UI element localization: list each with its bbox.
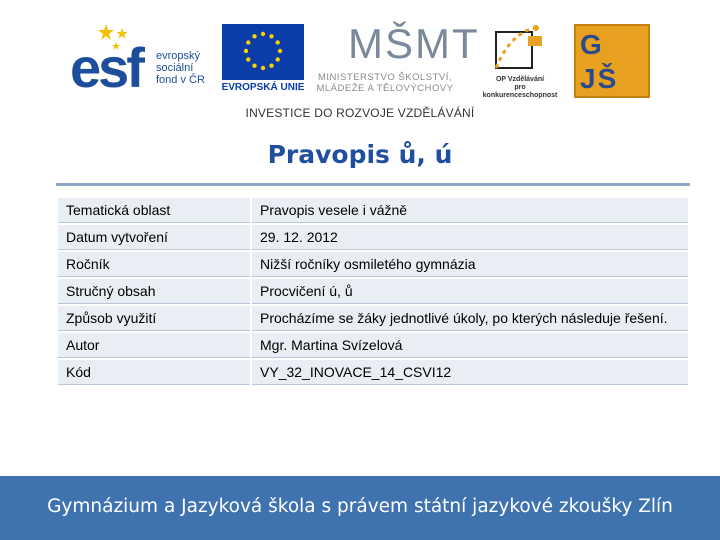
- op-vk-line2: pro konkurenceschopnost: [482, 84, 558, 99]
- msmt-line2: MLÁDEŽE A TĚLOVÝCHOVY: [316, 83, 454, 94]
- row-key: Tematická oblast: [57, 197, 251, 224]
- row-value: Pravopis vesele i vážně: [251, 197, 689, 224]
- row-value: 29. 12. 2012: [251, 224, 689, 251]
- esf-logo: [70, 22, 220, 104]
- school-line2: JŠ: [580, 63, 619, 94]
- table-row: [57, 251, 689, 278]
- row-value: Nižší ročníky osmiletého gymnázia: [251, 251, 689, 278]
- eu-logo: [220, 24, 306, 98]
- row-key: Kód: [57, 359, 251, 386]
- msmt-caption: [310, 72, 460, 94]
- msmt-mark: MŠMT: [348, 20, 480, 67]
- school-logo: [574, 24, 650, 98]
- op-vk-logo: [480, 24, 560, 98]
- school-line1: G: [580, 29, 604, 60]
- tagline: INVESTICE DO ROZVOJE VZDĚLÁVÁNÍ: [245, 106, 475, 120]
- row-key: Ročník: [57, 251, 251, 278]
- table-row: [57, 332, 689, 359]
- footer-text: Gymnázium a Jazyková škola s právem státní jazykové zkoušky Zlín: [47, 496, 673, 517]
- table-row: [57, 278, 689, 305]
- esf-line2: sociální: [156, 62, 194, 74]
- school-letters: [580, 28, 618, 96]
- metadata-table: [56, 196, 690, 387]
- op-vk-line1: OP Vzdělávání: [495, 76, 545, 83]
- page-title: Pravopis ů, ú: [267, 140, 453, 169]
- table-row: [57, 197, 689, 224]
- row-key: Stručný obsah: [57, 278, 251, 305]
- op-vk-caption: [480, 76, 560, 100]
- row-value: Procházíme se žáky jednotlivé úkoly, po kterých následuje řešení.: [251, 305, 689, 332]
- esf-line1: evropský: [156, 50, 201, 62]
- title-divider: [56, 183, 690, 186]
- row-key: Autor: [57, 332, 251, 359]
- logo-bar: [0, 0, 720, 130]
- footer-bar: [0, 476, 720, 540]
- row-value: Procvičení ú, ů: [251, 278, 689, 305]
- esf-line3: fond v ČR: [156, 74, 205, 86]
- eu-label: EVROPSKÁ UNIE: [221, 82, 305, 93]
- eu-flag-icon: [222, 24, 304, 80]
- row-key: Způsob využití: [57, 305, 251, 332]
- table-row: [57, 359, 689, 386]
- op-vk-emblem-icon: [490, 24, 546, 72]
- esf-letters: esf: [70, 36, 142, 99]
- esf-caption: [156, 50, 205, 86]
- msmt-logo: [310, 20, 480, 102]
- row-value: VY_32_INOVACE_14_CSVI12: [251, 359, 689, 386]
- msmt-line1: MINISTERSTVO ŠKOLSTVÍ,: [318, 72, 452, 83]
- row-value: Mgr. Martina Svízelová: [251, 332, 689, 359]
- table-row: [57, 305, 689, 332]
- row-key: Datum vytvoření: [57, 224, 251, 251]
- table-row: [57, 224, 689, 251]
